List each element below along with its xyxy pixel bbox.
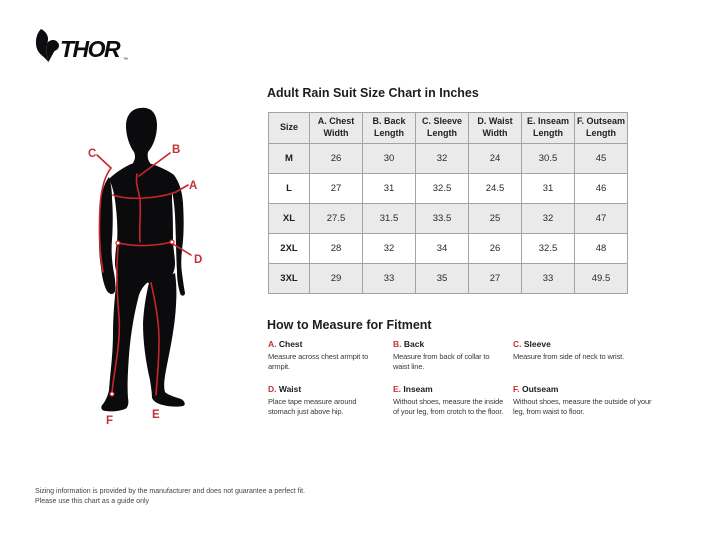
table-row-l <box>269 174 628 204</box>
value-cell: 47 <box>575 204 628 234</box>
column-header-sleeve: C. Sleeve Length <box>416 113 469 144</box>
size-cell: 2XL <box>269 234 310 264</box>
measure-letter: E. <box>393 384 402 395</box>
measure-item-sleeve <box>513 339 663 372</box>
trademark-symbol: ™ <box>123 57 128 63</box>
value-cell: 24 <box>469 144 522 174</box>
size-cell: 3XL <box>269 264 310 294</box>
measure-item-waist <box>268 384 393 417</box>
waist-marker-left <box>116 241 120 245</box>
column-header-chest: A. Chest Width <box>310 113 363 144</box>
value-cell: 35 <box>416 264 469 294</box>
table-row-m <box>269 144 628 174</box>
measure-description: Measure across chest armpit to armpit. <box>268 352 369 372</box>
measure-item-back <box>393 339 513 372</box>
measure-description: Without shoes, measure the outside of your leg, from waist to floor. <box>513 397 652 417</box>
figure-label-d: D <box>194 254 203 266</box>
measure-description: Without shoes, measure the inside of your leg, from crotch to the floor. <box>393 397 504 417</box>
figure-label-a: A <box>189 180 198 192</box>
measure-name: Outseam <box>522 384 559 395</box>
value-cell: 31 <box>522 174 575 204</box>
value-cell: 33 <box>522 264 575 294</box>
measure-description: Measure from back of collar to waist line. <box>393 352 490 372</box>
figure-label-e: E <box>152 409 160 421</box>
sizing-disclaimer <box>35 487 305 507</box>
measure-item-label <box>268 339 385 349</box>
measure-name: Waist <box>278 384 302 395</box>
waist-marker-right <box>170 240 174 244</box>
measure-item-label <box>268 384 385 394</box>
value-cell: 29 <box>310 264 363 294</box>
measure-item-inseam <box>393 384 513 417</box>
brand-name: THOR <box>60 36 120 62</box>
value-cell: 34 <box>416 234 469 264</box>
value-cell: 49.5 <box>575 264 628 294</box>
measure-letter: B. <box>393 339 402 349</box>
thor-logo <box>33 26 133 66</box>
size-table <box>268 112 628 294</box>
thor-ram-icon <box>36 29 59 62</box>
value-cell: 32.5 <box>416 174 469 204</box>
value-cell: 33.5 <box>416 204 469 234</box>
size-cell: L <box>269 174 310 204</box>
value-cell: 48 <box>575 234 628 264</box>
measure-guide <box>268 339 663 418</box>
value-cell: 24.5 <box>469 174 522 204</box>
column-header-outseam: F. Outseam Length <box>575 113 628 144</box>
measure-letter: D. <box>268 384 277 395</box>
measure-name: Sleeve <box>523 339 551 349</box>
measurement-figure <box>55 95 255 435</box>
measure-letter: C. <box>513 339 522 349</box>
value-cell: 32 <box>416 144 469 174</box>
figure-label-b: B <box>172 144 181 156</box>
size-chart-title: Adult Rain Suit Size Chart in Inches <box>267 86 479 100</box>
value-cell: 46 <box>575 174 628 204</box>
figure-label-f: F <box>106 415 114 427</box>
value-cell: 32 <box>363 234 416 264</box>
table-row-2xl <box>269 234 628 264</box>
measure-item-label <box>513 339 655 349</box>
disclaimer-line-2: Please use this chart as a guide only <box>35 497 150 505</box>
size-table-header-row <box>269 113 628 144</box>
measure-item-label <box>393 384 505 394</box>
column-header-size: Size <box>269 113 310 144</box>
value-cell: 32 <box>522 204 575 234</box>
measure-item-chest <box>268 339 393 372</box>
sleeve-pointer-c <box>97 155 111 168</box>
measure-description: Measure from side of neck to wrist. <box>513 352 625 361</box>
table-row-3xl <box>269 264 628 294</box>
outseam-marker <box>110 392 114 396</box>
value-cell: 33 <box>363 264 416 294</box>
value-cell: 27 <box>469 264 522 294</box>
measure-description: Place tape measure around stomach just above hip. <box>268 397 357 417</box>
column-header-back: B. Back Length <box>363 113 416 144</box>
value-cell: 31 <box>363 174 416 204</box>
value-cell: 45 <box>575 144 628 174</box>
measure-name: Inseam <box>403 384 433 395</box>
size-cell: XL <box>269 204 310 234</box>
disclaimer-line-1: Sizing information is provided by the manufacturer and does not guarantee a perfect fit. <box>35 488 306 495</box>
value-cell: 26 <box>469 234 522 264</box>
value-cell: 27.5 <box>310 204 363 234</box>
figure-label-c: C <box>88 148 97 160</box>
value-cell: 26 <box>310 144 363 174</box>
measure-item-label <box>393 339 505 349</box>
value-cell: 30 <box>363 144 416 174</box>
measure-letter: F. <box>513 384 520 395</box>
column-header-inseam: E. Inseam Length <box>522 113 575 144</box>
measure-guide-title: How to Measure for Fitment <box>267 318 432 332</box>
measure-item-label <box>513 384 655 394</box>
value-cell: 25 <box>469 204 522 234</box>
value-cell: 32.5 <box>522 234 575 264</box>
table-row-xl <box>269 204 628 234</box>
value-cell: 28 <box>310 234 363 264</box>
value-cell: 27 <box>310 174 363 204</box>
value-cell: 31.5 <box>363 204 416 234</box>
size-cell: M <box>269 144 310 174</box>
value-cell: 30.5 <box>522 144 575 174</box>
column-header-waist: D. Waist Width <box>469 113 522 144</box>
measure-letter: A. <box>268 339 277 349</box>
measure-name: Back <box>403 339 425 349</box>
measure-item-outseam <box>513 384 663 417</box>
measure-name: Chest <box>278 339 303 349</box>
